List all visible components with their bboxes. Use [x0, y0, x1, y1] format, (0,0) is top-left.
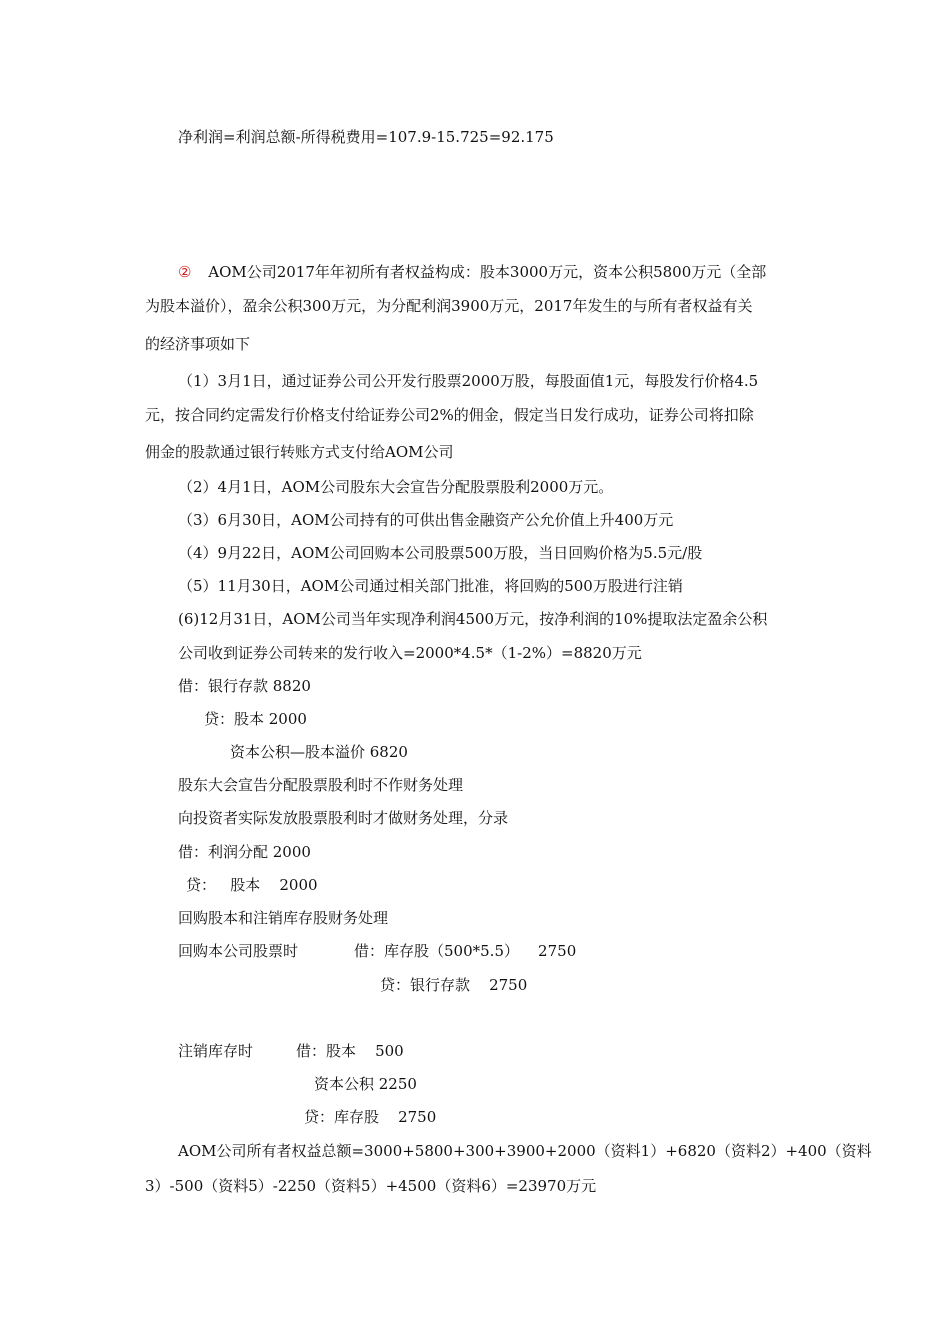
dividend-note-1: 股东大会宣告分配股票股利时不作财务处理	[178, 776, 464, 794]
item-6: (6)12月31日，AOM公司当年实现净利润4500万元，按净利润的10%提取法定盈余公积	[178, 610, 768, 628]
item-4: （4）9月22日，AOM公司回购本公司股票500万股，当日回购价格为5.5元/股	[178, 544, 703, 562]
buyback-label: 回购本公司股票时	[178, 942, 299, 960]
journal-1-debit: 借：银行存款 8820	[178, 677, 311, 695]
journal-2-credit: 贷： 股本 2000	[186, 876, 318, 894]
item-1-line-3: 佣金的股款通过银行转账方式支付给AOM公司	[145, 443, 454, 461]
problem-intro-line-1	[178, 262, 766, 282]
journal-1-credit-2: 资本公积—股本溢价 6820	[230, 743, 408, 761]
journal-3-credit: 贷：银行存款 2750	[380, 976, 528, 994]
item-5: （5）11月30日，AOM公司通过相关部门批准，将回购的500万股进行注销	[178, 577, 683, 595]
journal-4-debit-2: 资本公积 2250	[314, 1075, 417, 1093]
buyback-title: 回购股本和注销库存股财务处理	[178, 909, 389, 927]
item-3: （3）6月30日，AOM公司持有的可供出售金融资产公允价值上升400万元	[178, 511, 674, 529]
item-2: （2）4月1日，AOM公司股东大会宣告分配股票股利2000万元。	[178, 478, 614, 496]
item-1-line-2: 元，按合同约定需发行价格支付给证券公司2%的佣金，假定当日发行成功，证券公司将扣除	[145, 406, 754, 424]
journal-3-debit: 借：库存股（500*5.5） 2750	[354, 942, 577, 960]
issue-income-calc: 公司收到证券公司转来的发行收入=2000*4.5*（1-2%）=8820万元	[178, 644, 642, 662]
item-marker: ②	[178, 263, 192, 281]
journal-4-credit: 贷：库存股 2750	[304, 1108, 437, 1126]
problem-intro-text: AOM公司2017年年初所有者权益构成：股本3000万元，资本公积5800万元（全部	[208, 263, 767, 281]
net-profit-formula: 净利润=利润总额-所得税费用=107.9-15.725=92.175	[178, 128, 554, 146]
equity-total-line-1: AOM公司所有者权益总额=3000+5800+300+3900+2000（资料1）+6820（资料2）+400（资料	[178, 1142, 872, 1160]
problem-intro-line-2: 为股本溢价），盈余公积300万元，为分配利润3900万元，2017年发生的与所有者权益有关	[145, 297, 753, 315]
problem-intro-line-3: 的经济事项如下	[145, 335, 251, 353]
dividend-note-2: 向投资者实际发放股票股利时才做财务处理，分录	[178, 809, 509, 827]
equity-total-line-2: 3）-500（资料5）-2250（资料5）+4500（资料6）=23970万元	[145, 1177, 597, 1195]
item-1-line-1: （1）3月1日，通过证券公司公开发行股票2000万股，每股面值1元，每股发行价格4.5	[178, 372, 759, 390]
cancel-label: 注销库存时	[178, 1042, 254, 1060]
journal-2-debit: 借：利润分配 2000	[178, 843, 311, 861]
journal-1-credit-1: 贷：股本 2000	[204, 710, 307, 728]
journal-4-debit: 借：股本 500	[296, 1042, 404, 1060]
